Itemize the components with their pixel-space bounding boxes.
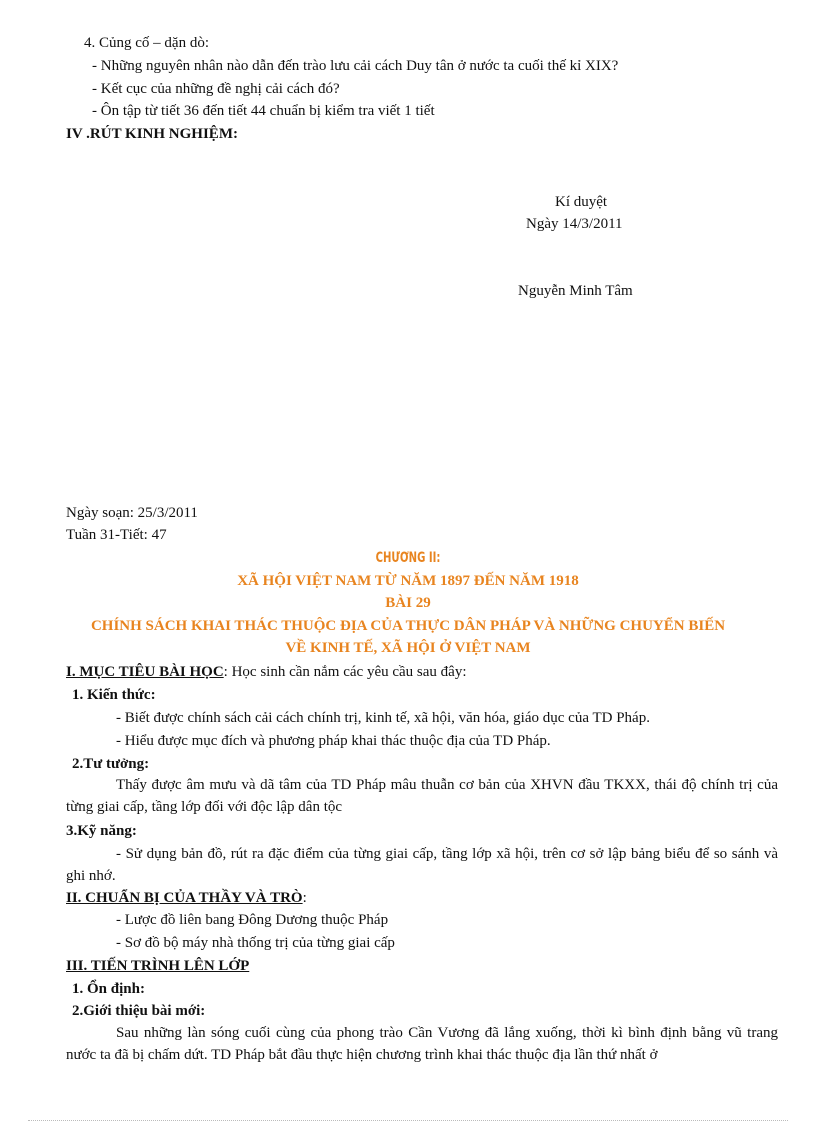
attitude-text: Thấy được âm mưu và dã tâm của TD Pháp mâu thuẫn cơ bản của XHVN đầu TKXX, thái độ chính trị của từng giai cấp, tầng lớp đối với độc lập dân tộc xyxy=(66,777,778,815)
review-question-2: - Kết cục của những đề nghị cải cách đó? xyxy=(92,81,340,97)
section-1-label: I. MỤC TIÊU BÀI HỌC xyxy=(66,664,224,680)
stabilize-heading: 1. Ổn định: xyxy=(72,981,145,997)
knowledge-item-1: - Biết được chính sách cải cách chính trị, kinh tế, xã hội, văn hóa, giáo dục của TD Pháp. xyxy=(116,710,650,726)
skills-text: - Sử dụng bản đồ, rút ra đặc điểm của từng giai cấp, tầng lớp xã hội, trên cơ sở lập bảng biểu để so sánh và ghi nhớ. xyxy=(66,846,778,884)
attitude-heading: 2.Tư tưởng: xyxy=(72,756,150,772)
new-lesson-heading: 2.Giới thiệu bài mới: xyxy=(72,1003,206,1019)
lesson-title-line-2: VỀ KINH TẾ, XÃ HỘI Ở VIỆT NAM xyxy=(285,640,531,656)
chapter-title: XÃ HỘI VIỆT NAM TỪ NĂM 1897 ĐẾN NĂM 1918 xyxy=(237,573,579,589)
prep-item-1: - Lược đồ liên bang Đông Dương thuộc Pháp xyxy=(116,912,389,928)
new-lesson-intro: Sau những làn sóng cuối cùng của phong trào Cần Vương đã lắng xuống, thời kì bình định bằng vũ trang nước ta đã bị chấm dứt. TD Pháp bắt đầu thực hiện chương trình khai thác thuộc địa lần thứ nhất ở xyxy=(66,1025,778,1063)
prep-date: Ngày soạn: 25/3/2011 xyxy=(66,505,198,521)
review-task: - Ôn tập từ tiết 36 đến tiết 44 chuẩn bị kiểm tra viết 1 tiết xyxy=(92,103,435,119)
section-3-heading: III. TIẾN TRÌNH LÊN LỚP xyxy=(66,958,250,974)
knowledge-item-2: - Hiểu được mục đích và phương pháp khai thác thuộc địa của TD Pháp. xyxy=(116,733,551,749)
prep-item-2: - Sơ đồ bộ máy nhà thống trị của từng giai cấp xyxy=(116,935,395,951)
approval-date: Ngày 14/3/2011 xyxy=(526,216,623,232)
section-2-heading xyxy=(66,888,307,908)
knowledge-heading: 1. Kiến thức: xyxy=(72,687,156,703)
lesson-title-line-1: CHÍNH SÁCH KHAI THÁC THUỘC ĐỊA CỦA THỰC DÂN PHÁP VÀ NHỮNG CHUYỂN BIẾN xyxy=(90,618,726,634)
skills-heading: 3.Kỹ năng: xyxy=(66,823,137,839)
signer-name: Nguyễn Minh Tâm xyxy=(518,283,633,299)
section-1-intro: : Học sinh cần nắm các yêu cầu sau đây: xyxy=(223,664,467,680)
chapter-label: CHƯƠNG II: xyxy=(375,550,441,566)
cung-co-heading: 4. Củng cố – dặn dò: xyxy=(84,35,209,51)
week-lesson: Tuần 31-Tiết: 47 xyxy=(66,527,167,543)
page-bottom-divider xyxy=(28,1120,788,1121)
section-1-heading xyxy=(66,662,467,682)
rut-kinh-nghiem-heading: IV .RÚT KINH NGHIỆM: xyxy=(66,126,238,142)
section-2-colon: : xyxy=(302,890,307,906)
lesson-number: BÀI 29 xyxy=(385,595,431,611)
approval-label: Kí duyệt xyxy=(555,194,608,210)
section-2-label: II. CHUẨN BỊ CỦA THẦY VÀ TRÒ xyxy=(66,890,303,906)
review-question-1: - Những nguyên nhân nào dẫn đến trào lưu cải cách Duy tân ở nước ta cuối thế kỉ XIX? xyxy=(92,58,619,74)
